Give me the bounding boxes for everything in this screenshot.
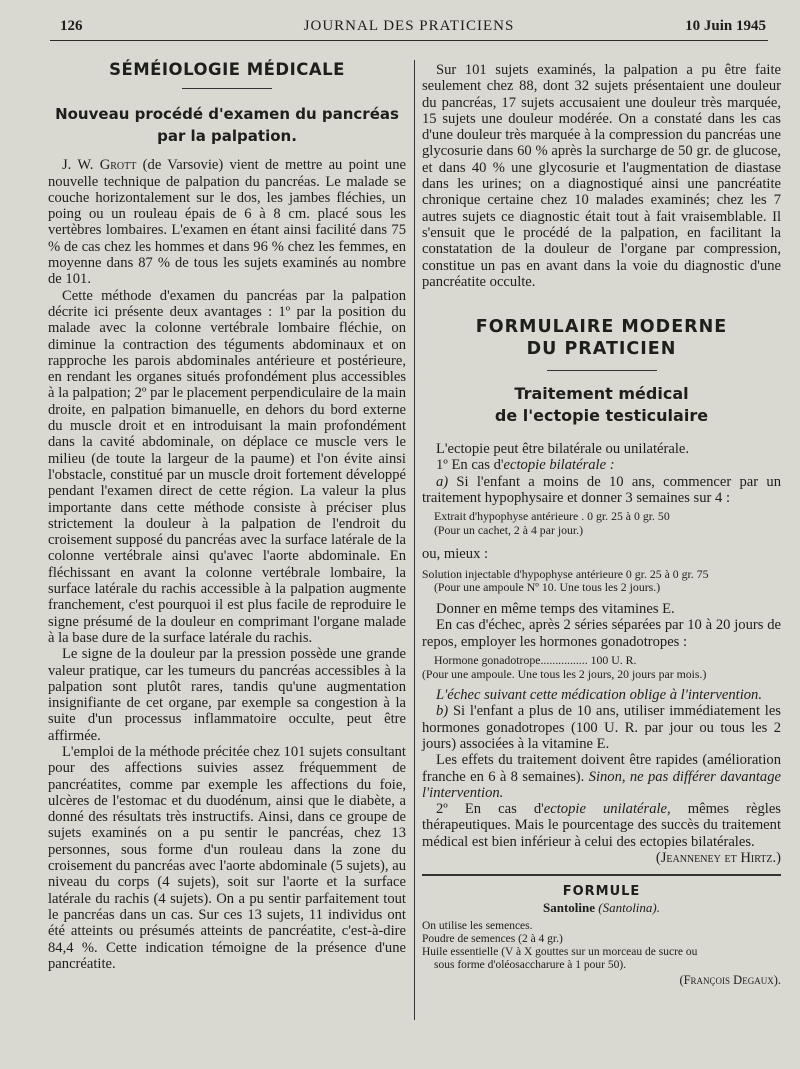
author-prefix: J. W. — [62, 157, 94, 174]
plant-latin-name: (Santolina). — [598, 900, 660, 916]
emphasis: ectopie bilatérale : — [503, 457, 615, 474]
emphasis: L'échec suivant cette médication oblige à l'intervention. — [436, 687, 762, 704]
list-letter: b) — [436, 703, 449, 720]
list-letter: a) — [436, 473, 449, 490]
formule-line: sous forme d'oléosaccharure à 1 pour 50). — [434, 959, 627, 972]
treatment-title — [422, 383, 781, 427]
signature: (François Degaux). — [679, 973, 781, 988]
emphasis: Sinon, ne pas différer davantage l'intervention. — [422, 768, 781, 801]
issue-date: 10 Juin 1945 — [685, 18, 766, 34]
prescription-line: Hormone gonadotrope................ 100 U. R. — [434, 652, 637, 667]
page-header — [50, 14, 768, 41]
paragraph: Donner en même temps des vitamines E. — [436, 601, 675, 618]
left-column — [48, 60, 406, 972]
emphasis: ectopie unilatérale — [543, 801, 668, 818]
paragraph — [422, 703, 781, 752]
article-title: Nouveau procédé d'examen du pancréas par la palpation. — [55, 105, 399, 146]
treatment-title-line: Traitement médical — [514, 384, 689, 404]
page-number: 126 — [60, 18, 83, 34]
formule-subtitle — [422, 900, 781, 916]
text: 2º En cas d' — [436, 801, 544, 818]
prescription-note: (Pour une ampoule Nº 10. Une tous les 2 jours.) — [434, 580, 661, 595]
paragraph — [422, 474, 781, 507]
formule-line: Huile essentielle (V à X gouttes sur un morceau de sucre ou — [422, 946, 698, 959]
prescription-line: Solution injectable d'hypophyse antérieure 0 gr. 25 à 0 gr. 75 — [422, 566, 709, 581]
text: 1º En cas d' — [436, 457, 504, 474]
paragraph — [422, 801, 781, 850]
section-rule — [547, 370, 657, 371]
text: Les effets du traitement doivent être rapides (amélioration franche en 6 à 8 semaines). — [422, 752, 781, 785]
paragraph: ou, mieux : — [422, 545, 489, 562]
paragraph: L'ectopie peut être bilatérale ou unilatérale. — [436, 441, 690, 458]
section-rule — [182, 88, 272, 89]
plant-name: Santoline — [542, 900, 595, 916]
paragraph — [48, 157, 406, 287]
paragraph — [422, 687, 781, 703]
formule-title: FORMULE — [562, 883, 641, 899]
prescription-note: (Pour une ampoule. Une tous les 2 jours, 20 jours par mois.) — [422, 666, 707, 681]
paragraph: Le signe de la douleur par la pression possède une grande valeur pratique, car les tumeurs du pancréas accessibles à la palpation sont plutôt rares, tandis qu'une augmentation insignifiante de cet organe, par exemple sa congestion à la suite d'un processus inflammatoire occulte, peut être affirmée. — [48, 646, 406, 744]
paragraph: Cette méthode d'examen du pancréas par la palpation décrite ici présente deux avantages : 1º par la position du malade avec la colonne vertébrale lombaire fléchie, on diminue la contraction des téguments abdominaux et on rapproche les parois abdominales antérieure et postérieure, en rendant les organes situés profondément plus accessibles à la palpation; 2º par le placement perpendiculaire de la main droite, en palpation bimanuelle, en dehors du bord externe du muscle droit et en introduisant la main profondément dans la cavité abdominale, on déplace ce muscle vers le milieu (de toute la largeur de la paume) et l'on évite ainsi l'obstacle, constitué par un muscle droit fortement développé pendant l'examen direct de cette région. La valeur la plus importante dans cette méthode consiste à préciser plus strictement la douleur à la palpation de l'endroit du croisement supposé du pancréas avec la surface latérale de la colonne vertébrale ainsi qu'avec l'aorte abdominale. En fléchissant en avant la colonne vertébrale lombaire, la surface latérale du rachis accessible à la palpation augmente franchement, c'est pourquoi il est plus facile de reproduire le signe présumé de la douleur en comprimant l'organe malade à la base dure de la surface latérale du rachis. — [48, 287, 406, 646]
signature: (Jeanneney et Hirtz.) — [655, 850, 781, 867]
journal-title: JOURNAL DES PRATICIENS — [303, 18, 515, 34]
formulaire-title-line: FORMULAIRE MODERNE — [475, 317, 728, 338]
text: , mêmes règles thérapeutiques. Mais le pourcentage des succès du traitement médical est bien inférieur à celui des ectopies bilatérales. — [422, 801, 781, 850]
paragraph-text: (de Varsovie) vient de mettre au point une nouvelle technique de palpation du pancréas. Le malade se couche horizontalement sur le dos, les jambes fléchies, un poing ou un rouleau épais de 6 à 8 cm. placé sous les vertèbres lombaires. L'examen en étant ainsi facilité dans 75 % de cas chez les hommes et dans 96 % chez les femmes, en moyenne dans 87 % de tous les sujets examinés au nombre de 101. — [48, 157, 406, 288]
formule-lines — [422, 920, 781, 972]
text: Si l'enfant a plus de 10 ans, utiliser immédiatement les hormones gonadotropes (100 U. R. par jour ou tous les 2 jours) associées à la vitamine E. — [422, 703, 781, 752]
treatment-title-line: de l'ectopie testiculaire — [494, 406, 709, 426]
formule-line: On utilise les semences. — [422, 920, 533, 933]
formulaire-title-line: DU PRATICIEN — [526, 339, 677, 360]
section-title: SÉMÉIOLOGIE MÉDICALE — [109, 60, 345, 79]
formula-rule — [422, 874, 781, 876]
formulaire-section-title — [422, 316, 781, 360]
formule-line: Poudre de semences (2 à 4 gr.) — [422, 933, 563, 946]
paragraph — [422, 752, 781, 801]
prescription-line: Extrait d'hypophyse antérieure . 0 gr. 25 à 0 gr. 50 — [434, 509, 670, 524]
paragraph — [422, 457, 781, 473]
paragraph: L'emploi de la méthode précitée chez 101 sujets consultant pour des affections suivies assez fréquemment de pancréatites, comme par exemple les affections du foie, ulcères de l'estomac et du duodénum, ainsi que le diabète, a donné des résultats très instructifs. Ainsi, dans ce groupe de sujets examinés on a pu sentir le pancréas, chez 13 personnes, sous forme d'un rouleau dans la zone du croisement du pancréas avec l'aorte abdominale (5 sujets), au niveau du corps (4 sujets), soit sur l'aorte et la surface latérale du rachis (4 sujets). On a pu sentir parfaitement tout le pancréas dans un cas. Sur ces 13 sujets, 11 individus ont été atteints ou présumés atteints de pancréatite, c'est-à-dire 84,4 %. Cette indication témoigne de la présence d'une pancréatite. — [48, 743, 406, 972]
right-column — [422, 62, 781, 989]
text: Si l'enfant a moins de 10 ans, commencer par un traitement hypophysaire et donner 3 semaines sur 4 : — [422, 473, 781, 507]
paragraph: Sur 101 sujets examinés, la palpation a pu être faite seulement chez 88, dont 32 sujets présentaient une douleur du pancréas, 17 sujets accusaient une douleur très marquée, 15 sujets une douleur modérée. On a constaté dans les cas d'une douleur très marquée à la compression du pancréas une glycosurie dans 60 % après la surcharge de 50 gr. de glucose, et dans 40 % une glycosurie et l'augmentation de diastase dans les urines; on a diagnostiqué ainsi une pancréatite chronique certaine chez 10 malades examinés; chez les 7 autres sujets ce diagnostic était tout à fait vraisemblable. Il s'ensuit que le procédé de la palpation, en facilitant la constatation de la douleur de l'organe par compression, constitue un pas en avant dans la voie du diagnostic d'une pancréatite occulte. — [422, 62, 781, 290]
prescription-note: (Pour un cachet, 2 à 4 par jour.) — [434, 522, 584, 537]
author-name: Grott — [99, 157, 137, 174]
column-divider — [414, 60, 415, 1020]
paragraph: En cas d'échec, après 2 séries séparées par 10 à 20 jours de repos, employer les hormones gonadotropes : — [422, 617, 781, 650]
